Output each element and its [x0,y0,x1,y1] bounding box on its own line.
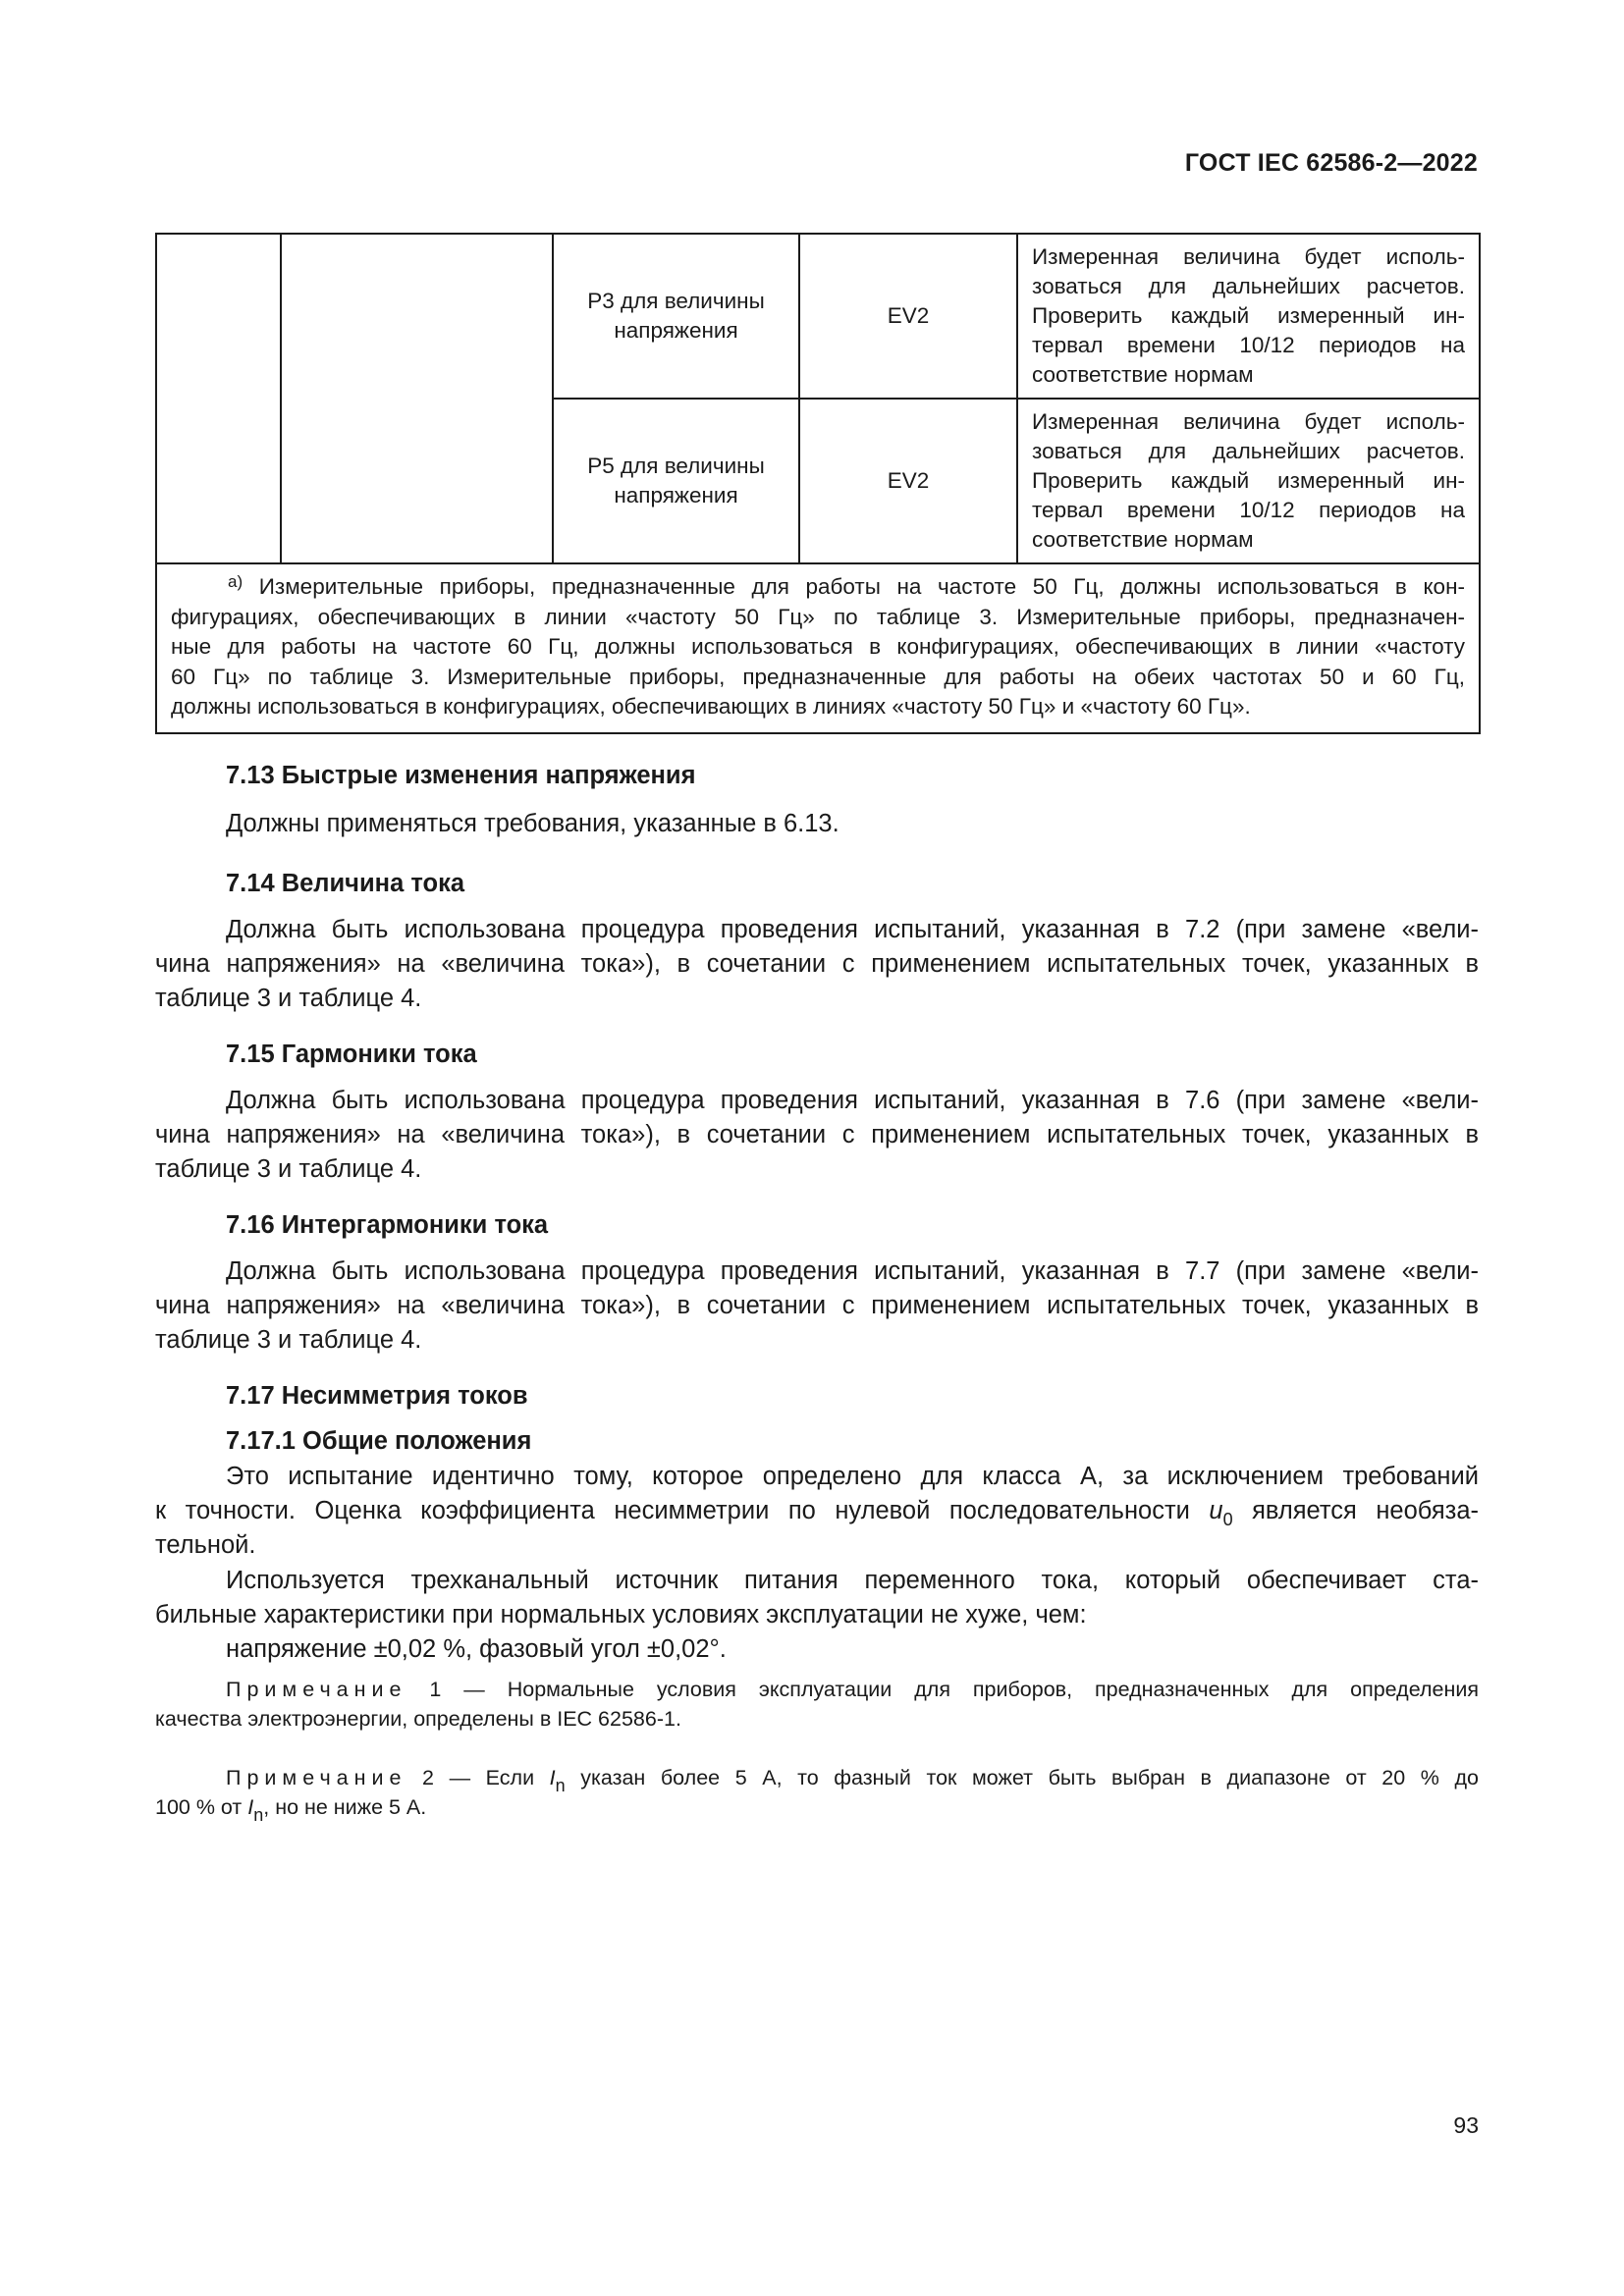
code-cell: EV2 [799,399,1017,563]
footnote-line: ные для работы на частоте 60 Гц, должны использоваться в конфигурациях, обеспечивающих в линии «частоту [171,634,1465,659]
description-line: Измеренная величина будет исполь- [1032,409,1465,434]
note-text: — Если [434,1766,550,1789]
note-text: 100 % от [155,1795,248,1819]
test-point-cell [553,234,799,399]
symbol-subscript: n [253,1805,264,1825]
symbol-subscript: n [555,1776,566,1795]
paragraph-line: чина напряжения» на «величина тока»), в сочетании с применением испытательных точек, указанных в [155,1292,1479,1319]
test-point-line: P5 для величины [587,454,765,478]
description-line: Измеренная величина будет исполь- [1032,244,1465,269]
paragraph-line: Должна быть использована процедура проведения испытаний, указанная в 7.2 (при замене «вели- [226,916,1479,943]
paragraph-line: чина напряжения» на «величина тока»), в сочетании с применением испытательных точек, указанных в [155,1121,1479,1148]
continuation-table [155,233,1481,734]
description-cell [1017,399,1480,563]
section-heading: 7.13 Быстрые изменения напряжения [226,762,696,789]
note-line [155,1675,1479,1704]
note-label: Примечание [226,1678,407,1701]
note-text: — Нормальные условия эксплуатации для приборов, предназначенных для определения [441,1678,1479,1701]
paragraph-line: Это испытание идентично тому, которое определено для класса А, за исключением требований [226,1463,1479,1490]
paragraph-line: Должна быть использована процедура проведения испытаний, указанная в 7.6 (при замене «вели- [226,1087,1479,1114]
page-number: 93 [1453,2112,1479,2138]
symbol-i: I [549,1766,556,1789]
description-cell [1017,234,1480,399]
footnote-marker: a) [228,572,244,591]
section-paragraph: Должны применяться требования, указанные в 6.13. [226,810,839,837]
section-paragraph [155,1084,1479,1187]
note-number: 1 [429,1678,442,1701]
description-line: тервал времени 10/12 периодов на [1032,333,1465,357]
table-footnote [156,563,1480,733]
description-line: Проверить каждый измеренный ин- [1032,303,1465,328]
paragraph-line: таблице 3 и таблице 4. [155,1155,422,1183]
empty-cell [281,234,553,563]
paragraph-line: таблице 3 и таблице 4. [155,1326,422,1354]
empty-cell [156,234,281,563]
note-line: качества электроэнергии, определены в IEC 62586-1. [155,1707,681,1731]
code-cell: EV2 [799,234,1017,399]
note-label: Примечание [226,1766,407,1789]
description-line: соответствие нормам [1032,362,1254,387]
note-1 [155,1675,1479,1734]
description-line: зоваться для дальнейших расчетов. [1032,439,1465,463]
subsection-heading: 7.17.1 Общие положения [226,1427,532,1455]
section-heading: 7.16 Интергармоники тока [226,1211,549,1239]
note-2 [155,1763,1480,1825]
note-number: 2 [422,1766,435,1789]
section-paragraph [155,1255,1479,1358]
test-point-cell [553,399,799,563]
table-footnote-row [156,563,1480,733]
note-text: указан более 5 А, то фазный ток может быть выбран в диапазоне от 20 % до [565,1766,1480,1789]
note-line [155,1792,1479,1825]
paragraph-line: тельной. [155,1531,256,1559]
paragraph-text: к точности. Оценка коэффициента несимметрии по нулевой последовательности [155,1497,1210,1524]
paragraph-line: Используется трехканальный источник питания переменного тока, который обеспечивает ста- [226,1567,1479,1594]
section-paragraph [155,913,1479,1016]
note-line [155,1763,1480,1795]
test-point-line: напряжения [614,318,738,343]
footnote-line: 60 Гц» по таблице 3. Измерительные приборы, предназначенные для работы на обеих частотах 50 и 60 Гц, [171,664,1465,689]
paragraph-line: таблице 3 и таблице 4. [155,985,422,1012]
description-line: тервал времени 10/12 периодов на [1032,498,1465,522]
symbol-u: u [1209,1497,1223,1524]
description-line: зоваться для дальнейших расчетов. [1032,274,1465,298]
test-point-line: P3 для величины [587,289,765,313]
footnote-line [171,572,1465,603]
section-heading: 7.17 Несимметрия токов [226,1382,528,1410]
footnote-line: фигурациях, обеспечивающих в линии «частоту 50 Гц» по таблице 3. Измерительные приборы, предназначен- [171,604,1465,629]
paragraph-line: напряжение ±0,02 %, фазовый угол ±0,02°. [226,1635,727,1663]
section-paragraph [155,1564,1479,1667]
section-heading: 7.15 Гармоники тока [226,1041,477,1068]
section-heading: 7.14 Величина тока [226,870,465,897]
test-point-line: напряжения [614,483,738,507]
section-paragraph [155,1460,1479,1563]
footnote-text: Измерительные приборы, предназначенные для работы на частоте 50 Гц, должны использоваться в кон- [258,574,1465,599]
symbol-i: I [247,1795,254,1819]
description-line: соответствие нормам [1032,527,1254,552]
description-line: Проверить каждый измеренный ин- [1032,468,1465,493]
paragraph-line [155,1494,1479,1528]
symbol-subscript: 0 [1222,1510,1233,1529]
table-row [156,234,1480,399]
document-header: ГОСТ IEC 62586-2—2022 [1184,149,1478,177]
paragraph-line: бильные характеристики при нормальных условиях эксплуатации не хуже, чем: [155,1601,1087,1629]
paragraph-line: Должна быть использована процедура проведения испытаний, указанная в 7.7 (при замене «вели- [226,1257,1479,1285]
footnote-line: должны использоваться в конфигурациях, обеспечивающих в линиях «частоту 50 Гц» и «частоту 60 Гц». [171,694,1251,719]
paragraph-line: чина напряжения» на «величина тока»), в сочетании с применением испытательных точек, указанных в [155,950,1479,978]
note-text: , но не ниже 5 А. [263,1795,427,1819]
paragraph-text: является необяза- [1232,1497,1480,1524]
